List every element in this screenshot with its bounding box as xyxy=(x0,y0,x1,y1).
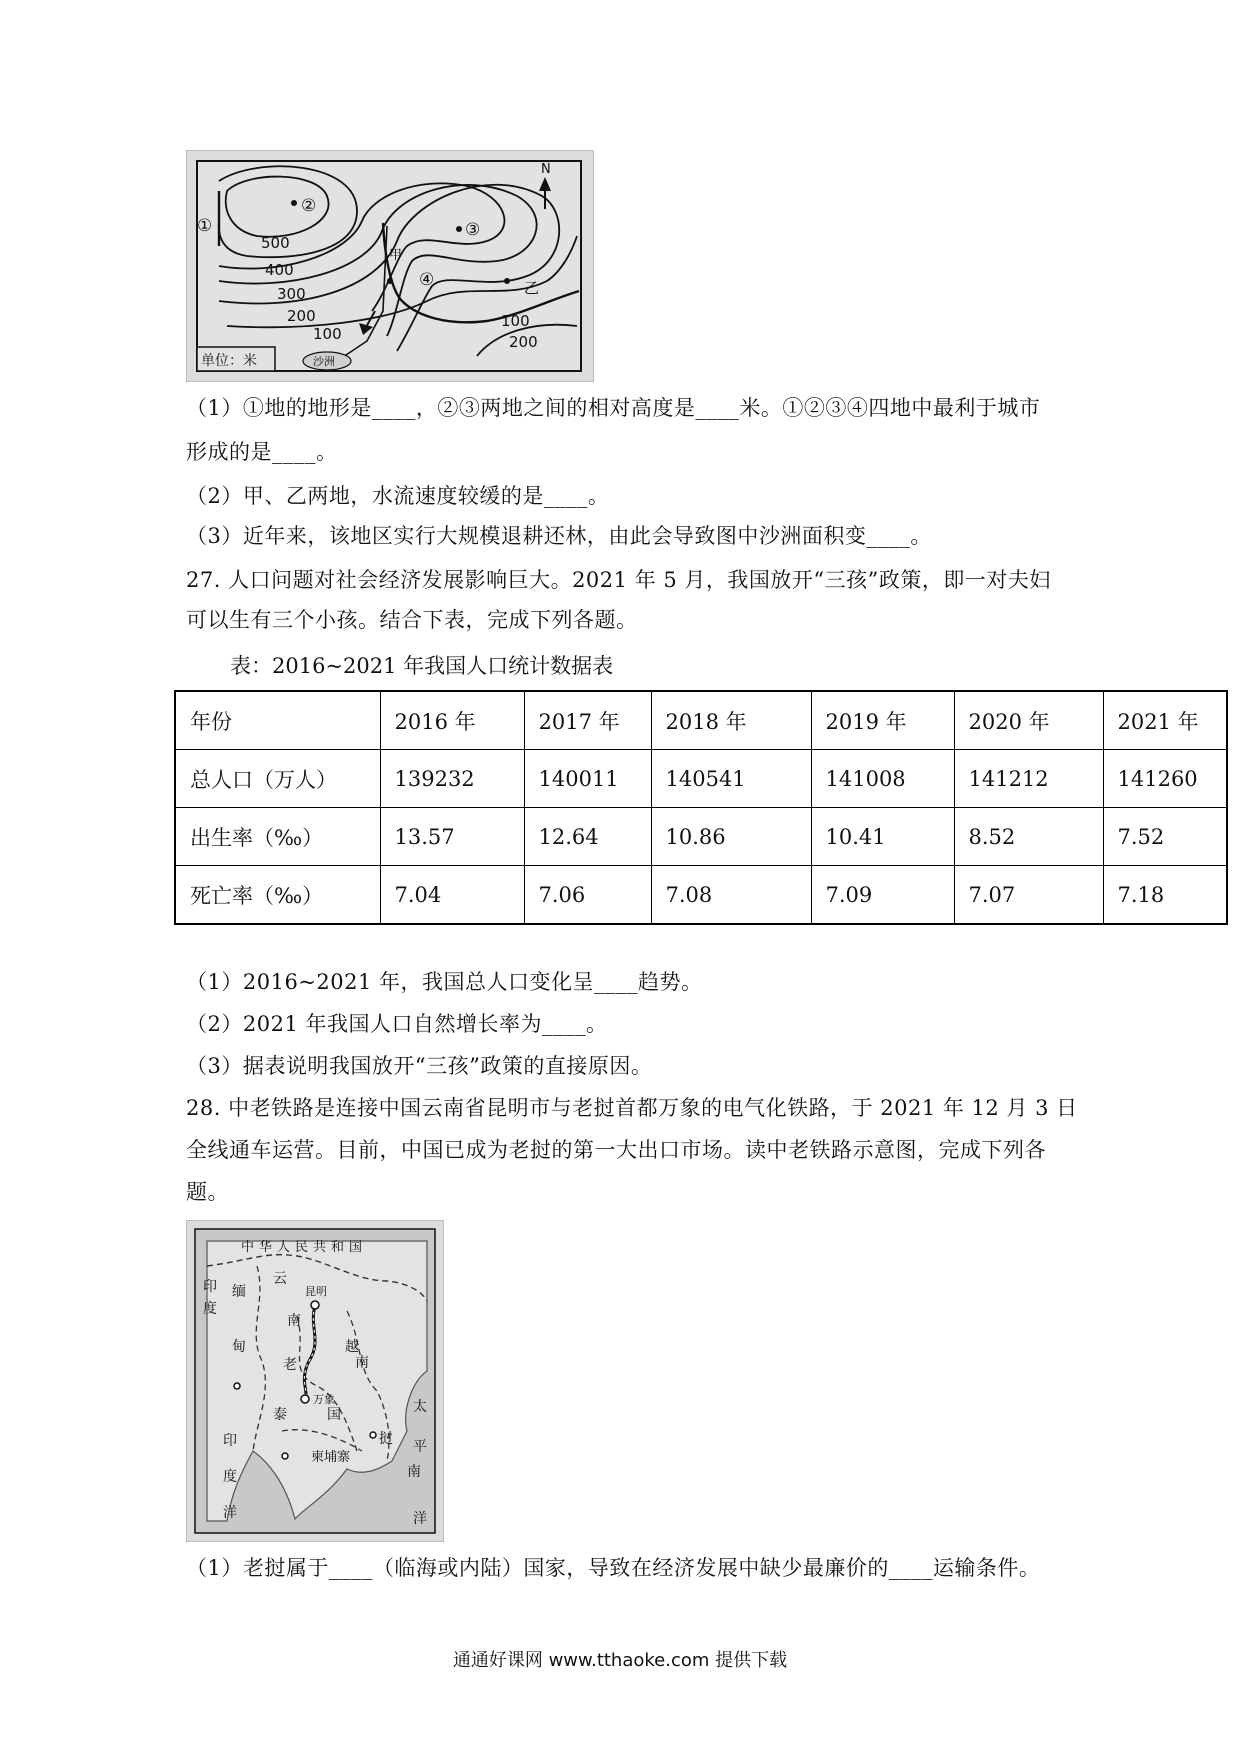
q28-intro-line1: 28. 中老铁路是连接中国云南省昆明市与老挝首都万象的电气化铁路，于 2021 年 12 月 3 日 xyxy=(186,1096,1078,1120)
map-label-pacific-3: 洋 xyxy=(413,1511,427,1527)
map-label-thailand-1: 泰 xyxy=(273,1407,287,1423)
table-cell: 7.52 xyxy=(1103,808,1227,866)
contour-200-right: 200 xyxy=(509,333,538,351)
q26-sub1-line1: （1）①地的地形是____，②③两地之间的相对高度是____米。①②③④四地中最利于城市 xyxy=(186,396,1041,420)
table-cell: 141212 xyxy=(954,750,1103,808)
railway-map-svg xyxy=(187,1221,443,1541)
contour-400: 400 xyxy=(265,261,294,279)
map-label-cambodia: 柬埔寨 xyxy=(311,1450,351,1465)
unit-label: 单位：米 xyxy=(201,353,257,369)
map-label-yunnan-2: 南 xyxy=(287,1313,301,1329)
table-cell: 出生率（‰） xyxy=(175,808,380,866)
page-footer: 通通好课网 www.tthaoke.com 提供下载 xyxy=(452,1650,788,1671)
map-label-myanmar-2: 甸 xyxy=(232,1339,246,1355)
table-cell: 7.18 xyxy=(1103,866,1227,925)
table-row xyxy=(175,866,1227,925)
contour-500: 500 xyxy=(261,234,290,252)
map-label-vientiane: 万象 xyxy=(313,1393,335,1406)
railway-map-figure xyxy=(186,1220,444,1542)
contour-200-left: 200 xyxy=(287,307,316,325)
table-cell: 7.07 xyxy=(954,866,1103,925)
table-cell: 7.06 xyxy=(524,866,651,925)
contour-300: 300 xyxy=(277,285,306,303)
q26-sub2: （2）甲、乙两地，水流速度较缓的是____。 xyxy=(186,484,610,508)
place-yi: 乙 xyxy=(524,279,540,297)
q27-sub1: （1）2016~2021 年，我国总人口变化呈____趋势。 xyxy=(186,970,703,994)
map-label-laos-2: 挝 xyxy=(379,1431,393,1447)
q27-intro-line2: 可以生有三个小孩。结合下表，完成下列各题。 xyxy=(186,608,638,632)
sandbar-label: 沙洲 xyxy=(313,355,335,368)
table-cell: 141008 xyxy=(811,750,954,808)
table-cell: 139232 xyxy=(380,750,524,808)
table-cell: 2017 年 xyxy=(524,691,651,750)
map-label-vietnam-2: 南 xyxy=(407,1464,421,1480)
marker-3: ③ xyxy=(465,220,481,240)
map-label-laos-1: 老 xyxy=(283,1357,297,1373)
map-label-indian-ocean-2: 度 xyxy=(223,1469,237,1485)
place-jia: 甲 xyxy=(389,248,403,263)
q27-intro-line1: 27. 人口问题对社会经济发展影响巨大。2021 年 5 月，我国放开“三孩”政策，即一对夫妇 xyxy=(186,568,1051,592)
table-cell: 13.57 xyxy=(380,808,524,866)
table-cell: 140011 xyxy=(524,750,651,808)
table-cell: 死亡率（‰） xyxy=(175,866,380,925)
marker-4: ④ xyxy=(419,270,435,290)
table-cell: 2016 年 xyxy=(380,691,524,750)
map-label-vietnam-1: 越 xyxy=(345,1339,359,1355)
table-cell: 12.64 xyxy=(524,808,651,866)
map-label-thailand-2: 国 xyxy=(327,1407,341,1423)
map-label-myanmar-1: 缅 xyxy=(232,1284,246,1300)
map-label-china: 中华人民共和国 xyxy=(241,1240,368,1255)
table-row xyxy=(175,808,1227,866)
table-cell: 总人口（万人） xyxy=(175,750,380,808)
marker-1: ① xyxy=(197,216,213,236)
table-cell: 141260 xyxy=(1103,750,1227,808)
q27-sub3: （3）据表说明我国放开“三孩”政策的直接原因。 xyxy=(186,1054,653,1078)
table-cell: 7.08 xyxy=(651,866,811,925)
table-caption: 表：2016~2021 年我国人口统计数据表 xyxy=(230,654,614,678)
contour-100-right: 100 xyxy=(501,312,530,330)
map-label-pacific-1: 太 xyxy=(413,1399,427,1415)
table-cell: 7.04 xyxy=(380,866,524,925)
table-cell: 2020 年 xyxy=(954,691,1103,750)
map-label-india-2: 度 xyxy=(203,1301,217,1317)
table-cell: 2021 年 xyxy=(1103,691,1227,750)
q28-intro-line2: 全线通车运营。目前，中国已成为老挝的第一大出口市场。读中老铁路示意图，完成下列各 xyxy=(186,1138,1046,1162)
contour-map-svg xyxy=(187,151,593,381)
population-table xyxy=(174,690,1228,925)
contour-map-figure xyxy=(186,150,594,382)
contour-100-left: 100 xyxy=(313,325,342,343)
table-header-row xyxy=(175,691,1227,750)
map-label-indian-ocean-1: 印 xyxy=(223,1433,237,1449)
table-row xyxy=(175,750,1227,808)
q28-sub1: （1）老挝属于____（临海或内陆）国家，导致在经济发展中缺少最廉价的____运输条件。 xyxy=(186,1556,1041,1580)
map-label-yunnan-1: 云 xyxy=(273,1271,287,1287)
table-cell: 7.09 xyxy=(811,866,954,925)
map-label-india-1: 印 xyxy=(203,1279,217,1295)
map-label-pacific-2: 平 xyxy=(413,1439,427,1455)
marker-2: ② xyxy=(301,196,317,216)
q28-intro-line3: 题。 xyxy=(186,1180,229,1204)
map-label-kunming: 昆明 xyxy=(305,1285,327,1298)
table-cell: 2018 年 xyxy=(651,691,811,750)
q26-sub1-line2: 形成的是____。 xyxy=(186,440,338,464)
north-label: N xyxy=(541,162,551,177)
table-cell: 140541 xyxy=(651,750,811,808)
table-cell: 2019 年 xyxy=(811,691,954,750)
q26-sub3: （3）近年来，该地区实行大规模退耕还林，由此会导致图中沙洲面积变____。 xyxy=(186,524,932,548)
table-cell: 10.41 xyxy=(811,808,954,866)
table-cell: 年份 xyxy=(175,691,380,750)
table-cell: 8.52 xyxy=(954,808,1103,866)
map-label-indian-ocean-3: 洋 xyxy=(223,1505,237,1521)
table-cell: 10.86 xyxy=(651,808,811,866)
q27-sub2: （2）2021 年我国人口自然增长率为____。 xyxy=(186,1012,608,1036)
map-label-south: 南 xyxy=(355,1355,369,1371)
